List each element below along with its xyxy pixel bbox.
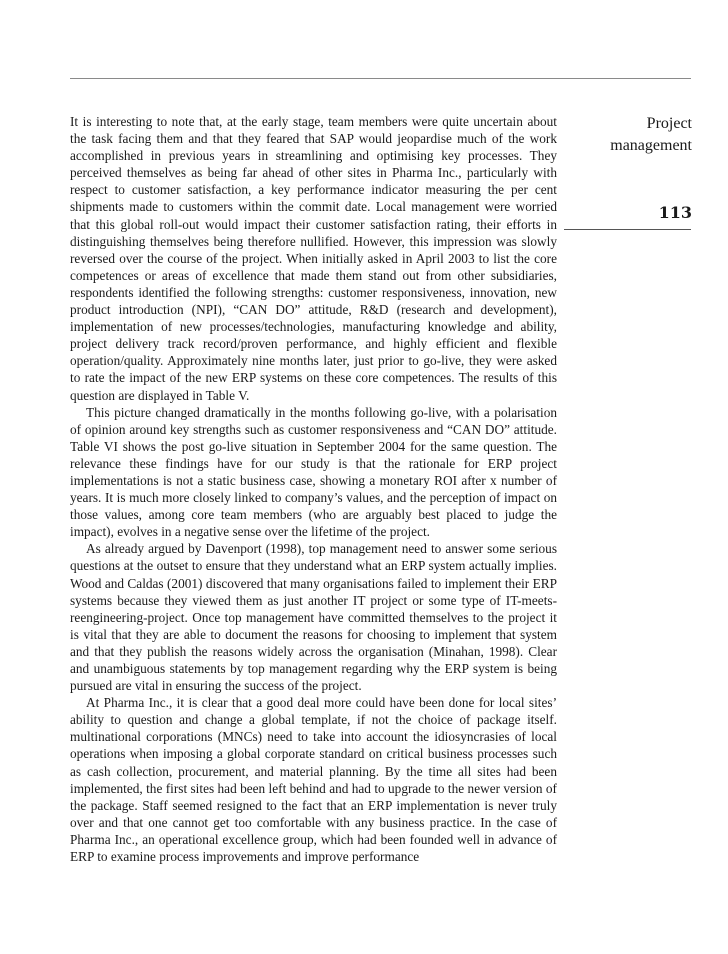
header-rule [70, 78, 691, 79]
page-number: 113 [658, 203, 692, 222]
paragraph-4: At Pharma Inc., it is clear that a good deal more could have been done for local sites’ ability to question and change a global template, if not the choice of package itself. multinational corporations (MNCs) need to take into account the idiosyncrasies of local operations when imposing a global corporate standard on critical business processes such as cash collection, procurement, and material planning. By the time all sites had been implemented, the first sites had been left behind and had to upgrade to the newer version of the package. Staff seemed resigned to the fact that an ERP implementation is never truly over and that one cannot get too comfortable with any business practice. In the case of Pharma Inc., an operational excellence group, which had been founded well in advance of ERP to examine process improvements and improve performance [70, 695, 557, 865]
page-number-rule [564, 229, 691, 230]
paragraph-1: It is interesting to note that, at the early stage, team members were quite uncertain about the task facing them and that they feared that SAP would jeopardise much of the work accomplished in previous years in streamlining and optimising key processes. They perceived themselves as being far ahead of other sites in Pharma Inc., particularly with respect to customer satisfaction, a key performance indicator measuring the per cent shipments made to customers within the commit date. Local management were worried that this global roll-out would impact their customer satisfaction rating, their efforts in distinguishing themselves being therefore nullified. However, this impression was slowly reversed over the course of the project. When initially asked in April 2003 to list the core competences or areas of excellence that made them stand out from other subsidiaries, respondents identified the following strengths: customer responsiveness, innovation, new product introduction (NPI), “CAN DO” attitude, R&D (research and development), implementation of new processes/technologies, manufacturing knowledge and ability, project delivery track record/proven performance, and highly efficient and flexible operation/quality. Approximately nine months later, just prior to go-live, they were asked to rate the impact of the new ERP systems on these core competences. The results of this question are displayed in Table V. [70, 114, 557, 403]
paragraph-3: As already argued by Davenport (1998), top management need to answer some serious questions at the outset to ensure that they understand what an ERP system actually implies. Wood and Caldas (2001) discovered that many organisations failed to implement their ERP systems because they viewed them as just another IT project or some type of IT-meets-reengineering-project. Once top management have committed themselves to the project it is vital that they are able to document the reasons for choosing to implement that system and that they publish the reasons widely across the organisation (Minahan, 1998). Clear and unambiguous statements by top management regarding why the ERP system is being pursued are vital in ensuring the success of the project. [70, 541, 557, 694]
running-section-title [575, 113, 692, 157]
section-title-line-1: Project [646, 115, 692, 132]
section-title-line-2: management [610, 137, 692, 154]
paragraph-2: This picture changed dramatically in the months following go-live, with a polarisation of opinion around key strengths such as customer responsiveness and “CAN DO” attitude. Table VI shows the post go-live situation in September 2004 for the same question. The relevance these findings have for our study is that the rationale for ERP project implementations is not a static business case, showing a monetary ROI after x number of years. It is much more closely linked to company’s values, and the perception of impact on those values, among core team members (who are arguably best placed to judge the impact), evolves in a negative sense over the lifetime of the project. [70, 404, 557, 540]
body-text [70, 113, 557, 865]
